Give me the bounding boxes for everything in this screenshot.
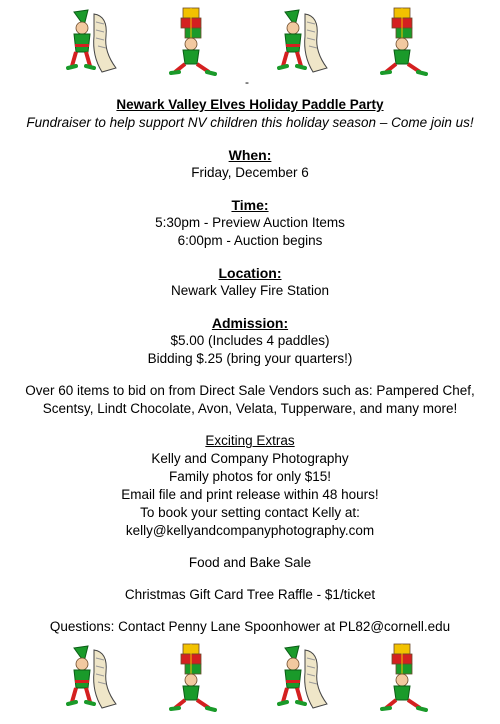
elf-with-scroll-icon <box>62 6 122 76</box>
elf-carrying-gifts-icon <box>378 6 438 76</box>
time-line-1: 5:30pm - Preview Auction Items <box>155 215 345 230</box>
time-heading: Time: <box>231 197 269 213</box>
flyer-subtitle: Fundraiser to help support NV children this holiday season – Come join us! <box>26 115 474 130</box>
food-sale: Food and Bake Sale <box>188 555 312 570</box>
flyer-title: Newark Valley Elves Holiday Paddle Party <box>116 97 384 112</box>
elf-carrying-gifts-icon <box>378 642 438 712</box>
questions-contact: Questions: Contact Penny Lane Spoonhower at PL82@cornell.edu <box>49 619 451 634</box>
extras-email-link[interactable]: kelly@kellyandcompanyphotography.com <box>125 523 375 538</box>
elf-carrying-gifts-icon <box>167 6 227 76</box>
elf-carrying-gifts-icon <box>167 642 227 712</box>
extras-line-2: Family photos for only $15! <box>168 469 332 484</box>
elf-with-scroll-icon <box>62 642 122 712</box>
when-value: Friday, December 6 <box>191 165 309 180</box>
banner-dash: - <box>245 75 249 89</box>
elf-with-scroll-icon <box>273 642 333 712</box>
items-line-2: Scentsy, Lindt Chocolate, Avon, Velata, Tupperware, and many more! <box>42 401 458 416</box>
bottom-elf-banner <box>62 642 438 712</box>
items-line-1: Over 60 items to bid on from Direct Sale Vendors such as: Pampered Chef, <box>25 383 475 398</box>
raffle: Christmas Gift Card Tree Raffle - $1/ticket <box>124 587 376 602</box>
location-heading: Location: <box>218 265 282 281</box>
when-heading: When: <box>228 147 272 163</box>
extras-line-1: Kelly and Company Photography <box>151 451 349 466</box>
extras-line-3: Email file and print release within 48 hours! <box>121 487 379 502</box>
top-elf-banner <box>62 6 438 76</box>
admission-line-2: Bidding $.25 (bring your quarters!) <box>147 351 353 366</box>
location-value: Newark Valley Fire Station <box>170 283 330 298</box>
extras-line-4: To book your setting contact Kelly at: <box>140 505 360 520</box>
admission-heading: Admission: <box>211 315 289 331</box>
elf-with-scroll-icon <box>273 6 333 76</box>
extras-heading: Exciting Extras <box>205 433 295 448</box>
flyer-content <box>0 96 500 636</box>
time-line-2: 6:00pm - Auction begins <box>177 233 323 248</box>
admission-line-1: $5.00 (Includes 4 paddles) <box>170 333 330 348</box>
